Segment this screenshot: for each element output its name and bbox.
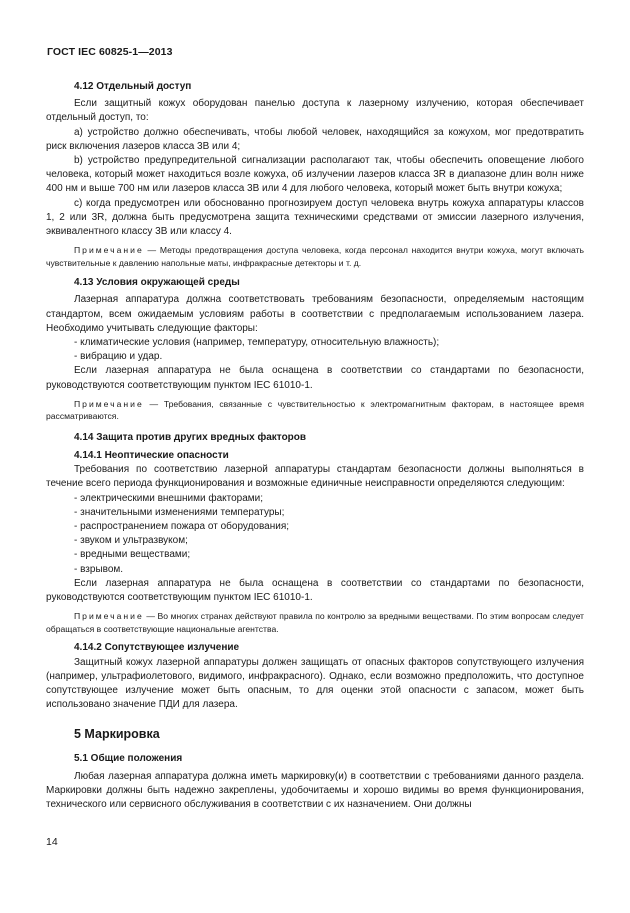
list-item: - вредными веществами; [74, 549, 191, 561]
note [46, 610, 584, 635]
note-label: Примечание [74, 611, 144, 622]
list-item: - значительными изменениями температуры; [74, 506, 285, 518]
note-text: — Требования, связанные с чувствительностью к электромагнитным факторам, в настоящее время рассматриваются. [46, 398, 584, 422]
section-4-14-2-title: 4.14.2 Сопутствующее излучение [74, 642, 240, 654]
page-number: 14 [46, 836, 58, 848]
list-item: - звуком и ультразвуком; [74, 535, 188, 547]
section-5-title: 5 Маркировка [74, 727, 160, 742]
note-text: — Во многих странах действуют правила по контролю за вредными веществами. По этим вопросам следует обращаться в соответствующие национальные агентства. [46, 611, 584, 634]
list-item: - распространением пожара от оборудования; [74, 521, 290, 533]
paragraph: Требования по соответствию лазерной аппаратуры стандартам безопасности должны выполняться в течение всего периода функционирования и возможные единичные неисправности определяются следующим: [46, 464, 584, 490]
section-4-12-title: 4.12 Отдельный доступ [74, 81, 192, 92]
note-label: Примечание [74, 245, 144, 256]
note [46, 244, 584, 269]
section-4-14-1-title: 4.14.1 Неоптические опасности [74, 450, 229, 462]
list-item: - вибрацию и удар. [74, 351, 163, 363]
paragraph: Любая лазерная аппаратура должна иметь маркировку(и) в соответствии с требованиями данного раздела. Маркировки должны быть надежно закреплены, удобочитаемы и хорошо видимы во время функционирования, технического или сервисного обслуживания в соответствии с их назначением. Они должны [46, 770, 584, 810]
section-5-1-title: 5.1 Общие положения [74, 753, 183, 765]
paragraph: Если защитный кожух оборудован панелью доступа к лазерному излучению, которая обеспечивает отдельный доступ, то: [46, 98, 584, 124]
section-4-13-title: 4.13 Условия окружающей среды [74, 277, 240, 289]
list-item: - климатические условия (например, температуру, относительную влажность); [74, 337, 440, 349]
note-text: — Методы предотвращения доступа человека, когда персонал находится внутри кожуха, могут включать чувствительные к давлению напольные маты, инфракрасные детекторы и т. д. [46, 245, 584, 268]
document-code: ГОСТ IEC 60825-1—2013 [47, 46, 173, 58]
list-item: а) устройство должно обеспечивать, чтобы любой человек, находящийся за кожухом, мог предотвратить риск включения лазеров класса 3В или 4; [46, 126, 584, 152]
section-4-14-title: 4.14 Защита против других вредных факторов [74, 431, 307, 443]
list-item: - взрывом. [74, 563, 124, 575]
note-label: Примечание [74, 398, 144, 409]
list-item: - электрическими внешними факторами; [74, 492, 264, 504]
paragraph: Если лазерная аппаратура не была оснащена в соответствии со стандартами по безопасности, руководствуются соответствующим пунктом IEC 61010-1. [46, 365, 584, 391]
paragraph: Защитный кожух лазерной аппаратуры должен защищать от опасных факторов сопутствующего излучения (например, ультрафиолетового, видимого, инфракрасного). Однако, если возможно предположить, что доступное сопутствующее излучение может быть опасным, то для оценки этой опасности с запасом, может быть использовано значение ПДИ для лазера. [46, 656, 584, 711]
list-item: b) устройство предупредительной сигнализации располагают так, чтобы обеспечить оповещение любого человека, который может находиться возле кожуха, об излучении лазеров класса 3R в диапазоне длин волн ниже 400 нм и выше 700 нм или лазеров класса 3В или 4 для любого человека, который может быть внутри кожуха; [46, 155, 584, 195]
paragraph: Если лазерная аппаратура не была оснащена в соответствии со стандартами по безопасности, руководствуются соответствующим пунктом IEC 61010-1. [46, 577, 584, 604]
page-content [46, 80, 584, 812]
note [46, 398, 584, 423]
paragraph: Лазерная аппаратура должна соответствовать требованиям безопасности, определяемым настоящим стандартом, всем ожидаемым условиям работы в соответствии с предполагаемым использованием лазера. Необходимо учитывать следующие факторы: [46, 294, 584, 334]
list-item: с) когда предусмотрен или обоснованно прогнозируем доступ человека внутрь кожуха аппаратуры классов 1, 2 или 3R, должна быть предусмотрена защита техническими средствами от эмиссии лазерного излучения, эквивалентного классу 3В или классу 4. [46, 197, 584, 238]
